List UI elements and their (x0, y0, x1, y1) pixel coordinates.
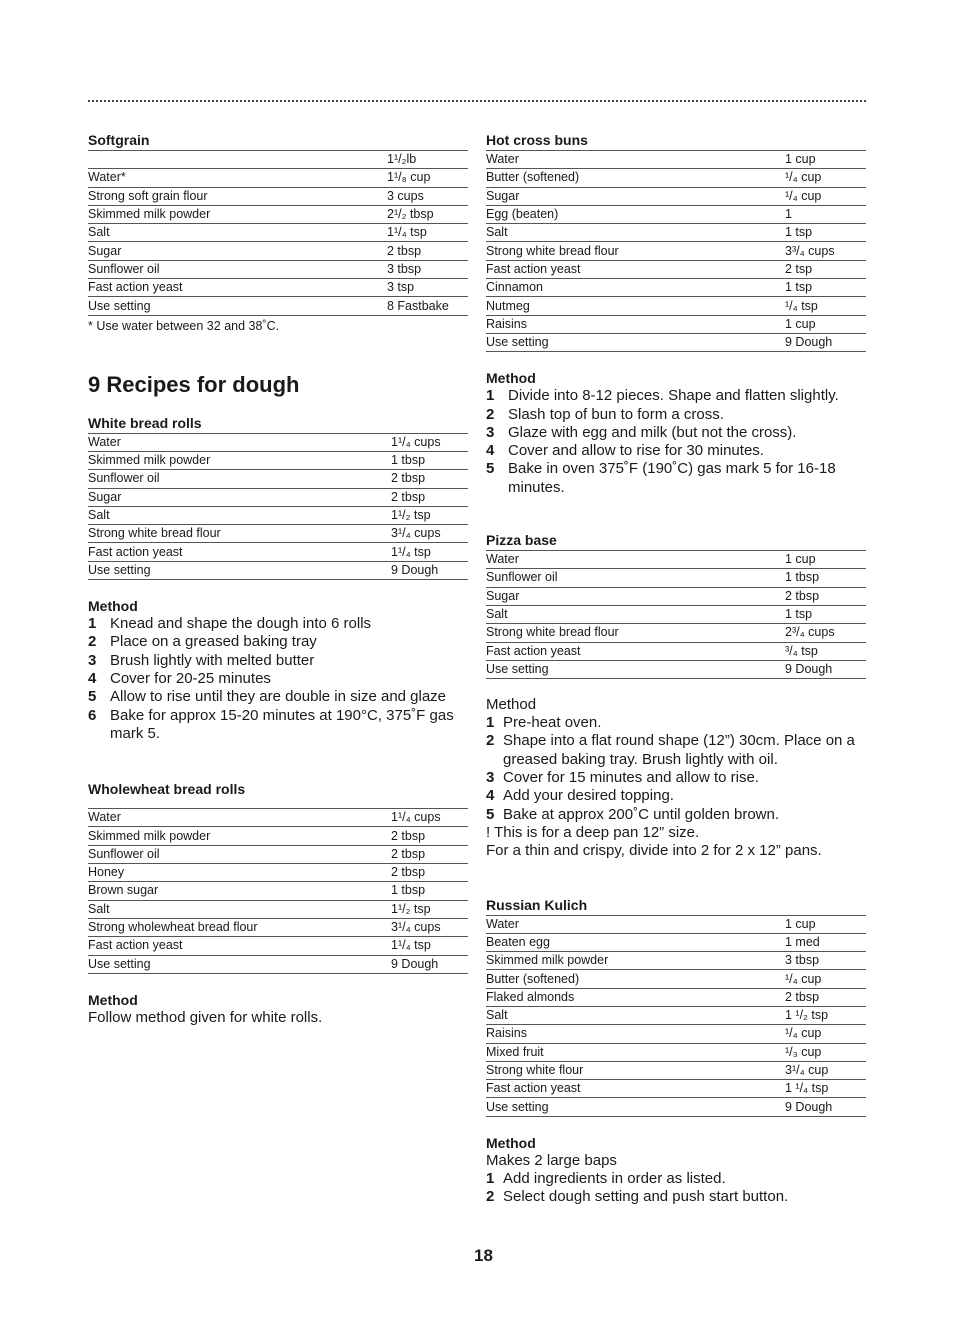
table-row (88, 260, 468, 278)
step-number: 5 (88, 688, 97, 706)
step-text: Place on a greased baking tray (110, 633, 317, 651)
ingredient-cell: Butter (softened) (486, 169, 785, 187)
table-row (88, 169, 468, 187)
table-row (88, 187, 468, 205)
amount-cell: 1¹/₂lb (387, 151, 468, 169)
amount-cell: 2 tbsp (387, 242, 468, 260)
ingredient-cell: Water (486, 551, 785, 569)
ingredient-cell: Flaked almonds (486, 988, 785, 1006)
amount-cell: ¹/₄ tsp (785, 297, 866, 315)
table-row (486, 169, 866, 187)
ingredient-cell: Cinnamon (486, 279, 785, 297)
ingredient-cell: Honey (88, 864, 391, 882)
ingredient-cell: Strong white bread flour (486, 242, 785, 260)
step-number: 2 (486, 1188, 495, 1206)
amount-cell: 2 tbsp (391, 488, 468, 506)
table-row (486, 242, 866, 260)
method-steps (486, 1170, 866, 1207)
ingredients-table (88, 808, 468, 974)
method-steps (88, 615, 468, 743)
ingredients-table (88, 433, 468, 580)
ingredient-cell: Use setting (88, 297, 387, 315)
amount-cell: 1 cup (785, 315, 866, 333)
method-step (88, 670, 468, 688)
ingredient-cell: Strong white flour (486, 1061, 785, 1079)
step-number: 4 (486, 442, 495, 460)
table-row (88, 882, 468, 900)
step-number: 1 (486, 1170, 495, 1188)
table-row (486, 642, 866, 660)
table-row (88, 827, 468, 845)
table-row (88, 151, 468, 169)
table-row (88, 506, 468, 524)
table-row (486, 315, 866, 333)
ingredient-cell: Use setting (486, 333, 785, 351)
russian-kulich-section (486, 897, 866, 1207)
amount-cell: 1 cup (785, 551, 866, 569)
wholewheat-rolls-section (88, 781, 468, 1027)
table-row (486, 952, 866, 970)
table-row (486, 333, 866, 351)
ingredient-cell: Sugar (486, 187, 785, 205)
table-row (486, 187, 866, 205)
amount-cell: 1 tbsp (391, 882, 468, 900)
method-text: Follow method given for white rolls. (88, 1008, 323, 1026)
ingredient-cell: Use setting (486, 660, 785, 678)
amount-cell: 2³/₄ cups (785, 624, 866, 642)
method-step (486, 806, 866, 824)
method-step (486, 387, 866, 405)
ingredient-cell: Strong white bread flour (486, 624, 785, 642)
amount-cell: 1¹/₄ tsp (391, 937, 468, 955)
amount-cell: 2 tbsp (785, 587, 866, 605)
amount-cell: 3 tbsp (387, 260, 468, 278)
ingredient-cell: Water (88, 809, 391, 827)
step-number: 3 (486, 423, 495, 441)
table-row (486, 660, 866, 678)
ingredient-cell: Sunflower oil (88, 260, 387, 278)
step-text: Allow to rise until they are double in size and glaze (110, 688, 447, 706)
amount-cell: 2 tbsp (785, 988, 866, 1006)
amount-cell: 1¹/₄ cups (391, 433, 468, 451)
step-text: Bake for approx 15-20 minutes at 190°C, 375˚F gas mark 5. (110, 706, 454, 742)
step-number: 1 (88, 615, 97, 633)
ingredient-cell: Salt (486, 605, 785, 623)
step-number: 5 (486, 805, 495, 823)
table-row (88, 242, 468, 260)
method-title: Method (88, 991, 138, 1008)
step-text: Glaze with egg and milk (but not the cross). (508, 423, 797, 441)
table-row (486, 915, 866, 933)
table-row (486, 279, 866, 297)
amount-cell: 2 tsp (785, 260, 866, 278)
amount-cell: 3¹/₄ cup (785, 1061, 866, 1079)
ingredient-cell: Use setting (486, 1098, 785, 1116)
amount-cell: 1¹/₂ tsp (391, 900, 468, 918)
ingredient-cell: Sugar (88, 242, 387, 260)
table-row (88, 864, 468, 882)
table-row (486, 1080, 866, 1098)
amount-cell: 1 tsp (785, 605, 866, 623)
table-row (88, 279, 468, 297)
ingredient-cell: Water* (88, 169, 387, 187)
amount-cell: 1 tbsp (785, 569, 866, 587)
table-row (486, 1098, 866, 1116)
table-row (88, 525, 468, 543)
ingredient-cell: Use setting (88, 955, 391, 973)
ingredient-cell: Skimmed milk powder (88, 827, 391, 845)
table-row (486, 1006, 866, 1024)
ingredient-cell: Salt (88, 224, 387, 242)
step-number: 4 (88, 669, 97, 687)
table-row (486, 151, 866, 169)
table-row (486, 624, 866, 642)
ingredient-cell: Sunflower oil (88, 845, 391, 863)
step-text: Divide into 8-12 pieces. Shape and flatten slightly. (508, 387, 839, 405)
table-row (88, 561, 468, 579)
ingredients-table (88, 150, 468, 316)
footnote: * Use water between 32 and 38˚C. (88, 318, 280, 333)
ingredient-cell: Sugar (486, 587, 785, 605)
amount-cell: 8 Fastbake (387, 297, 468, 315)
amount-cell: 3¹/₄ cups (391, 918, 468, 936)
table-row (486, 933, 866, 951)
step-number: 1 (486, 714, 495, 732)
method-step (88, 615, 468, 633)
table-row (88, 224, 468, 242)
pizza-note: ! This is for a deep pan 12” size. (486, 823, 700, 841)
ingredient-cell: Strong wholewheat bread flour (88, 918, 391, 936)
step-text: Select dough setting and push start button. (503, 1188, 789, 1206)
ingredient-cell: Nutmeg (486, 297, 785, 315)
ingredient-cell: Mixed fruit (486, 1043, 785, 1061)
section-title: Pizza base (486, 532, 557, 549)
ingredients-table (486, 150, 866, 352)
ingredient-cell: Sunflower oil (486, 569, 785, 587)
amount-cell: 1 tsp (785, 279, 866, 297)
ingredient-cell: Salt (486, 224, 785, 242)
method-step (486, 1188, 866, 1206)
step-text: Brush lightly with melted butter (110, 651, 315, 669)
right-column (486, 132, 866, 1207)
table-row (486, 1061, 866, 1079)
method-step (88, 652, 468, 670)
amount-cell: 9 Dough (391, 561, 468, 579)
ingredient-cell: Fast action yeast (88, 279, 387, 297)
table-row (88, 451, 468, 469)
method-step (486, 424, 866, 442)
table-row (88, 937, 468, 955)
step-text: Pre-heat oven. (503, 714, 602, 732)
amount-cell: 1 tbsp (391, 451, 468, 469)
amount-cell: 1 cup (785, 915, 866, 933)
ingredient-cell: Sunflower oil (88, 470, 391, 488)
amount-cell: ¹/₄ cup (785, 169, 866, 187)
method-step (88, 688, 468, 706)
table-row (486, 587, 866, 605)
table-row (486, 1025, 866, 1043)
ingredient-cell: Beaten egg (486, 933, 785, 951)
table-row (486, 988, 866, 1006)
ingredients-table (486, 550, 866, 679)
step-text: Cover for 20-25 minutes (110, 669, 271, 687)
dotted-rule (88, 100, 866, 102)
section-title: White bread rolls (88, 414, 202, 431)
step-number: 6 (88, 706, 97, 724)
method-steps (486, 387, 866, 497)
amount-cell: ³/₄ tsp (785, 642, 866, 660)
ingredient-cell: Raisins (486, 1025, 785, 1043)
ingredient-cell: Fast action yeast (486, 1080, 785, 1098)
amount-cell: ¹/₄ cup (785, 1025, 866, 1043)
pizza-base-section (486, 532, 866, 860)
ingredient-cell: Skimmed milk powder (88, 205, 387, 223)
method-step (486, 787, 866, 805)
table-row (486, 551, 866, 569)
step-text: Slash top of bun to form a cross. (508, 405, 724, 423)
amount-cell: 2 tbsp (391, 470, 468, 488)
amount-cell: 2¹/₂ tbsp (387, 205, 468, 223)
amount-cell: 9 Dough (785, 660, 866, 678)
ingredient-cell: Strong white bread flour (88, 525, 391, 543)
amount-cell: 3³/₄ cups (785, 242, 866, 260)
table-row (486, 605, 866, 623)
ingredient-cell: Water (486, 151, 785, 169)
section-title: Wholewheat bread rolls (88, 781, 246, 798)
page-number: 18 (474, 1246, 493, 1265)
amount-cell: 1 ¹/₄ tsp (785, 1080, 866, 1098)
table-row (486, 1043, 866, 1061)
amount-cell: 1¹/₈ cup (387, 169, 468, 187)
hot-cross-buns-section (486, 132, 866, 497)
ingredient-cell: Skimmed milk powder (88, 451, 391, 469)
step-text: Cover and allow to rise for 30 minutes. (508, 442, 764, 460)
ingredient-cell: Water (486, 915, 785, 933)
method-intro: Makes 2 large baps (486, 1151, 617, 1169)
softgrain-section (88, 132, 468, 334)
step-number: 5 (486, 460, 495, 478)
section-title: Russian Kulich (486, 896, 588, 913)
amount-cell: ¹/₄ cup (785, 970, 866, 988)
ingredient-cell: Butter (softened) (486, 970, 785, 988)
step-text: Knead and shape the dough into 6 rolls (110, 615, 372, 633)
table-row (486, 297, 866, 315)
ingredient-cell: Fast action yeast (88, 937, 391, 955)
pizza-note: For a thin and crispy, divide into 2 for 2 x 12” pans. (486, 842, 822, 860)
table-row (486, 970, 866, 988)
ingredient-cell: Salt (88, 900, 391, 918)
table-row (88, 955, 468, 973)
amount-cell: 1 cup (785, 151, 866, 169)
method-title: Method (486, 1134, 536, 1151)
step-text: Shape into a flat round shape (12”) 30cm. Place on a greased baking tray. Brush lightly with oil. (503, 732, 855, 768)
ingredient-cell: Fast action yeast (486, 642, 785, 660)
amount-cell: 3 cups (387, 187, 468, 205)
method-steps (486, 714, 866, 824)
amount-cell: 2 tbsp (391, 845, 468, 863)
method-title: Method (486, 696, 537, 714)
amount-cell: 9 Dough (785, 333, 866, 351)
table-row (88, 470, 468, 488)
table-row (88, 845, 468, 863)
ingredient-cell: Use setting (88, 561, 391, 579)
chapter-title: 9 Recipes for dough (88, 371, 300, 397)
method-step (486, 460, 866, 497)
step-text: Cover for 15 minutes and allow to rise. (503, 769, 759, 787)
amount-cell: 1¹/₄ tsp (387, 224, 468, 242)
ingredient-cell: Strong soft grain flour (88, 187, 387, 205)
table-row (486, 205, 866, 223)
table-row (486, 260, 866, 278)
ingredient-cell: Fast action yeast (88, 543, 391, 561)
method-step (486, 732, 866, 769)
amount-cell: 1 (785, 205, 866, 223)
amount-cell: 1¹/₄ cups (391, 809, 468, 827)
table-row (88, 488, 468, 506)
table-row (88, 543, 468, 561)
method-step (486, 442, 866, 460)
amount-cell: ¹/₃ cup (785, 1043, 866, 1061)
step-text: Bake at approx 200˚C until golden brown. (503, 805, 780, 823)
amount-cell: 3 tsp (387, 279, 468, 297)
table-row (88, 433, 468, 451)
method-step (486, 406, 866, 424)
left-column (88, 132, 468, 1027)
method-step (486, 714, 866, 732)
method-title: Method (88, 598, 138, 615)
amount-cell: ¹/₄ cup (785, 187, 866, 205)
section-title: Hot cross buns (486, 132, 588, 148)
table-row (88, 297, 468, 315)
table-row (88, 809, 468, 827)
method-title: Method (486, 370, 536, 387)
method-step (88, 707, 468, 744)
amount-cell: 1 med (785, 933, 866, 951)
table-row (88, 900, 468, 918)
amount-cell: 1 ¹/₂ tsp (785, 1006, 866, 1024)
table-row (88, 918, 468, 936)
step-number: 1 (486, 387, 495, 405)
amount-cell: 1¹/₂ tsp (391, 506, 468, 524)
amount-cell: 3¹/₄ cups (391, 525, 468, 543)
ingredient-cell (88, 151, 387, 169)
section-title: Softgrain (88, 132, 150, 148)
amount-cell: 2 tbsp (391, 827, 468, 845)
ingredient-cell: Skimmed milk powder (486, 952, 785, 970)
step-number: 3 (486, 769, 495, 787)
ingredient-cell: Salt (88, 506, 391, 524)
step-number: 3 (88, 651, 97, 669)
ingredient-cell: Brown sugar (88, 882, 391, 900)
method-step (486, 1170, 866, 1188)
table-row (88, 205, 468, 223)
step-number: 2 (486, 405, 495, 423)
amount-cell: 3 tbsp (785, 952, 866, 970)
step-text: Add your desired topping. (503, 787, 674, 805)
ingredients-table (486, 915, 866, 1117)
ingredient-cell: Fast action yeast (486, 260, 785, 278)
amount-cell: 1¹/₄ tsp (391, 543, 468, 561)
amount-cell: 1 tsp (785, 224, 866, 242)
ingredient-cell: Salt (486, 1006, 785, 1024)
white-rolls-section (88, 415, 468, 743)
ingredient-cell: Sugar (88, 488, 391, 506)
amount-cell: 9 Dough (391, 955, 468, 973)
step-number: 2 (88, 633, 97, 651)
ingredient-cell: Water (88, 433, 391, 451)
table-row (486, 569, 866, 587)
amount-cell: 9 Dough (785, 1098, 866, 1116)
step-text: Add ingredients in order as listed. (503, 1170, 726, 1188)
amount-cell: 2 tbsp (391, 864, 468, 882)
step-number: 4 (486, 787, 495, 805)
method-step (486, 769, 866, 787)
table-row (486, 224, 866, 242)
ingredient-cell: Egg (beaten) (486, 205, 785, 223)
step-number: 2 (486, 732, 495, 750)
method-step (88, 633, 468, 651)
step-text: Bake in oven 375˚F (190˚C) gas mark 5 for 16-18 minutes. (508, 460, 836, 496)
ingredient-cell: Raisins (486, 315, 785, 333)
